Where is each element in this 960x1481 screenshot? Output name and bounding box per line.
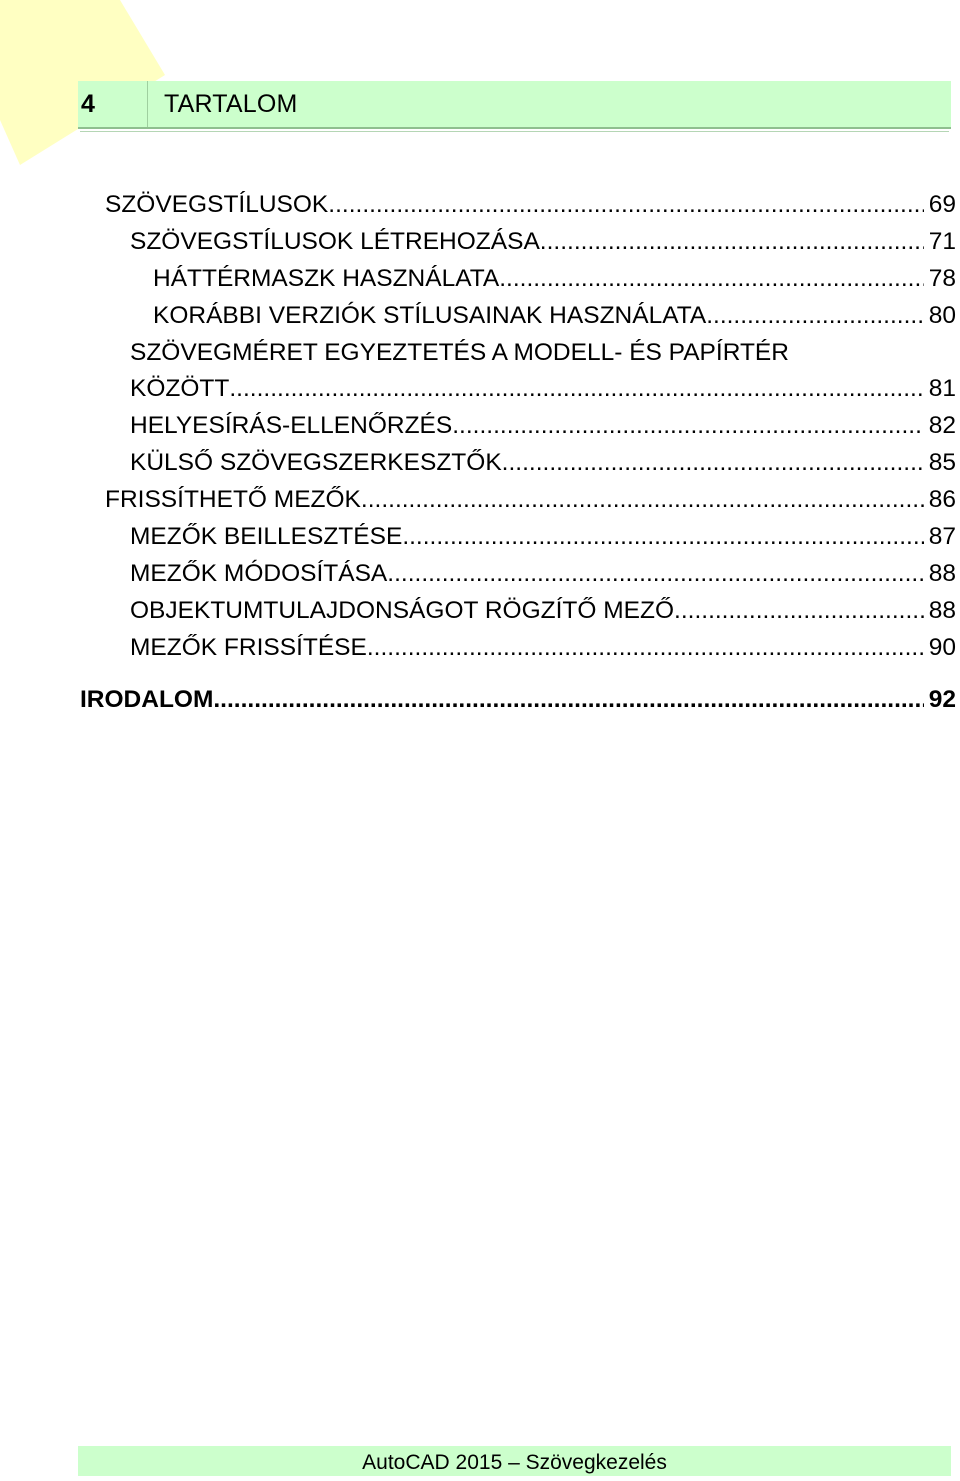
toc-entry-page: 85: [928, 449, 956, 476]
toc-entry[interactable]: [0, 444, 960, 481]
toc-entry[interactable]: [0, 481, 960, 518]
toc-entry-page: 81: [928, 375, 956, 402]
toc-entry-label: IRODALOM: [80, 686, 214, 713]
toc-entry[interactable]: [0, 334, 960, 407]
toc-entry[interactable]: [0, 681, 960, 718]
toc-entry[interactable]: [0, 297, 960, 334]
toc-leader-dots: [674, 592, 924, 629]
page-title: TARTALOM: [164, 90, 298, 118]
toc-entry[interactable]: [0, 260, 960, 297]
toc-entry-label-line1: SZÖVEGMÉRET EGYEZTETÉS A MODELL- ÉS PAPÍRTÉR: [130, 339, 789, 366]
toc-leader-dots: [367, 629, 924, 666]
toc-leader-dots: [229, 370, 923, 407]
table-of-contents: [0, 186, 960, 718]
toc-entry-label: MEZŐK FRISSÍTÉSE: [130, 634, 367, 661]
toc-entry-page: 69: [928, 191, 956, 218]
toc-entry-label: FRISSÍTHETŐ MEZŐK: [105, 486, 361, 513]
toc-entry-page: 86: [928, 486, 956, 513]
toc-entry-page: 71: [928, 228, 956, 255]
toc-entry[interactable]: [0, 518, 960, 555]
toc-entry-page: 92: [928, 686, 956, 713]
toc-entry-page: 88: [928, 597, 956, 624]
toc-entry-page: 82: [928, 412, 956, 439]
toc-entry[interactable]: [0, 629, 960, 666]
toc-entry-label: KÜLSŐ SZÖVEGSZERKESZTŐK: [130, 449, 502, 476]
page-number: 4: [78, 81, 148, 127]
toc-leader-dots: [499, 260, 924, 297]
toc-leader-dots: [452, 407, 924, 444]
toc-entry-label: MEZŐK BEILLESZTÉSE: [130, 523, 403, 550]
toc-entry-label: HÁTTÉRMASZK HASZNÁLATA: [153, 265, 500, 292]
toc-entry[interactable]: [0, 223, 960, 260]
toc-leader-dots: [402, 518, 923, 555]
toc-entry[interactable]: [0, 555, 960, 592]
toc-leader-dots: [213, 681, 923, 718]
toc-entry-page: 90: [928, 634, 956, 661]
toc-leader-dots: [502, 444, 924, 481]
page-footer: [78, 1446, 951, 1476]
toc-leader-dots: [328, 186, 923, 223]
toc-entry-page: 80: [928, 302, 956, 329]
toc-leader-dots: [361, 481, 924, 518]
toc-entry-page: 87: [928, 523, 956, 550]
toc-leader-dots: [540, 223, 924, 260]
page-header: [78, 81, 951, 129]
toc-entry[interactable]: [0, 592, 960, 629]
toc-entry-label: HELYESÍRÁS-ELLENŐRZÉS: [130, 412, 453, 439]
toc-entry-label: MEZŐK MÓDOSÍTÁSA: [130, 560, 388, 587]
toc-entry-label: OBJEKTUMTULAJDONSÁGOT RÖGZÍTŐ MEZŐ: [130, 597, 675, 624]
toc-leader-dots: [706, 297, 924, 334]
toc-entry[interactable]: [0, 407, 960, 444]
footer-text: AutoCAD 2015 – Szövegkezelés: [362, 1451, 667, 1474]
toc-entry-page: 78: [928, 265, 956, 292]
toc-entry-label: SZÖVEGSTÍLUSOK: [105, 191, 329, 218]
toc-entry-label: SZÖVEGSTÍLUSOK LÉTREHOZÁSA: [130, 228, 540, 255]
toc-leader-dots: [387, 555, 923, 592]
toc-entry-label: KÖZÖTT: [130, 375, 230, 402]
toc-entry-page: 88: [928, 560, 956, 587]
toc-entry-label: KORÁBBI VERZIÓK STÍLUSAINAK HASZNÁLATA: [153, 302, 707, 329]
toc-entry[interactable]: [0, 186, 960, 223]
